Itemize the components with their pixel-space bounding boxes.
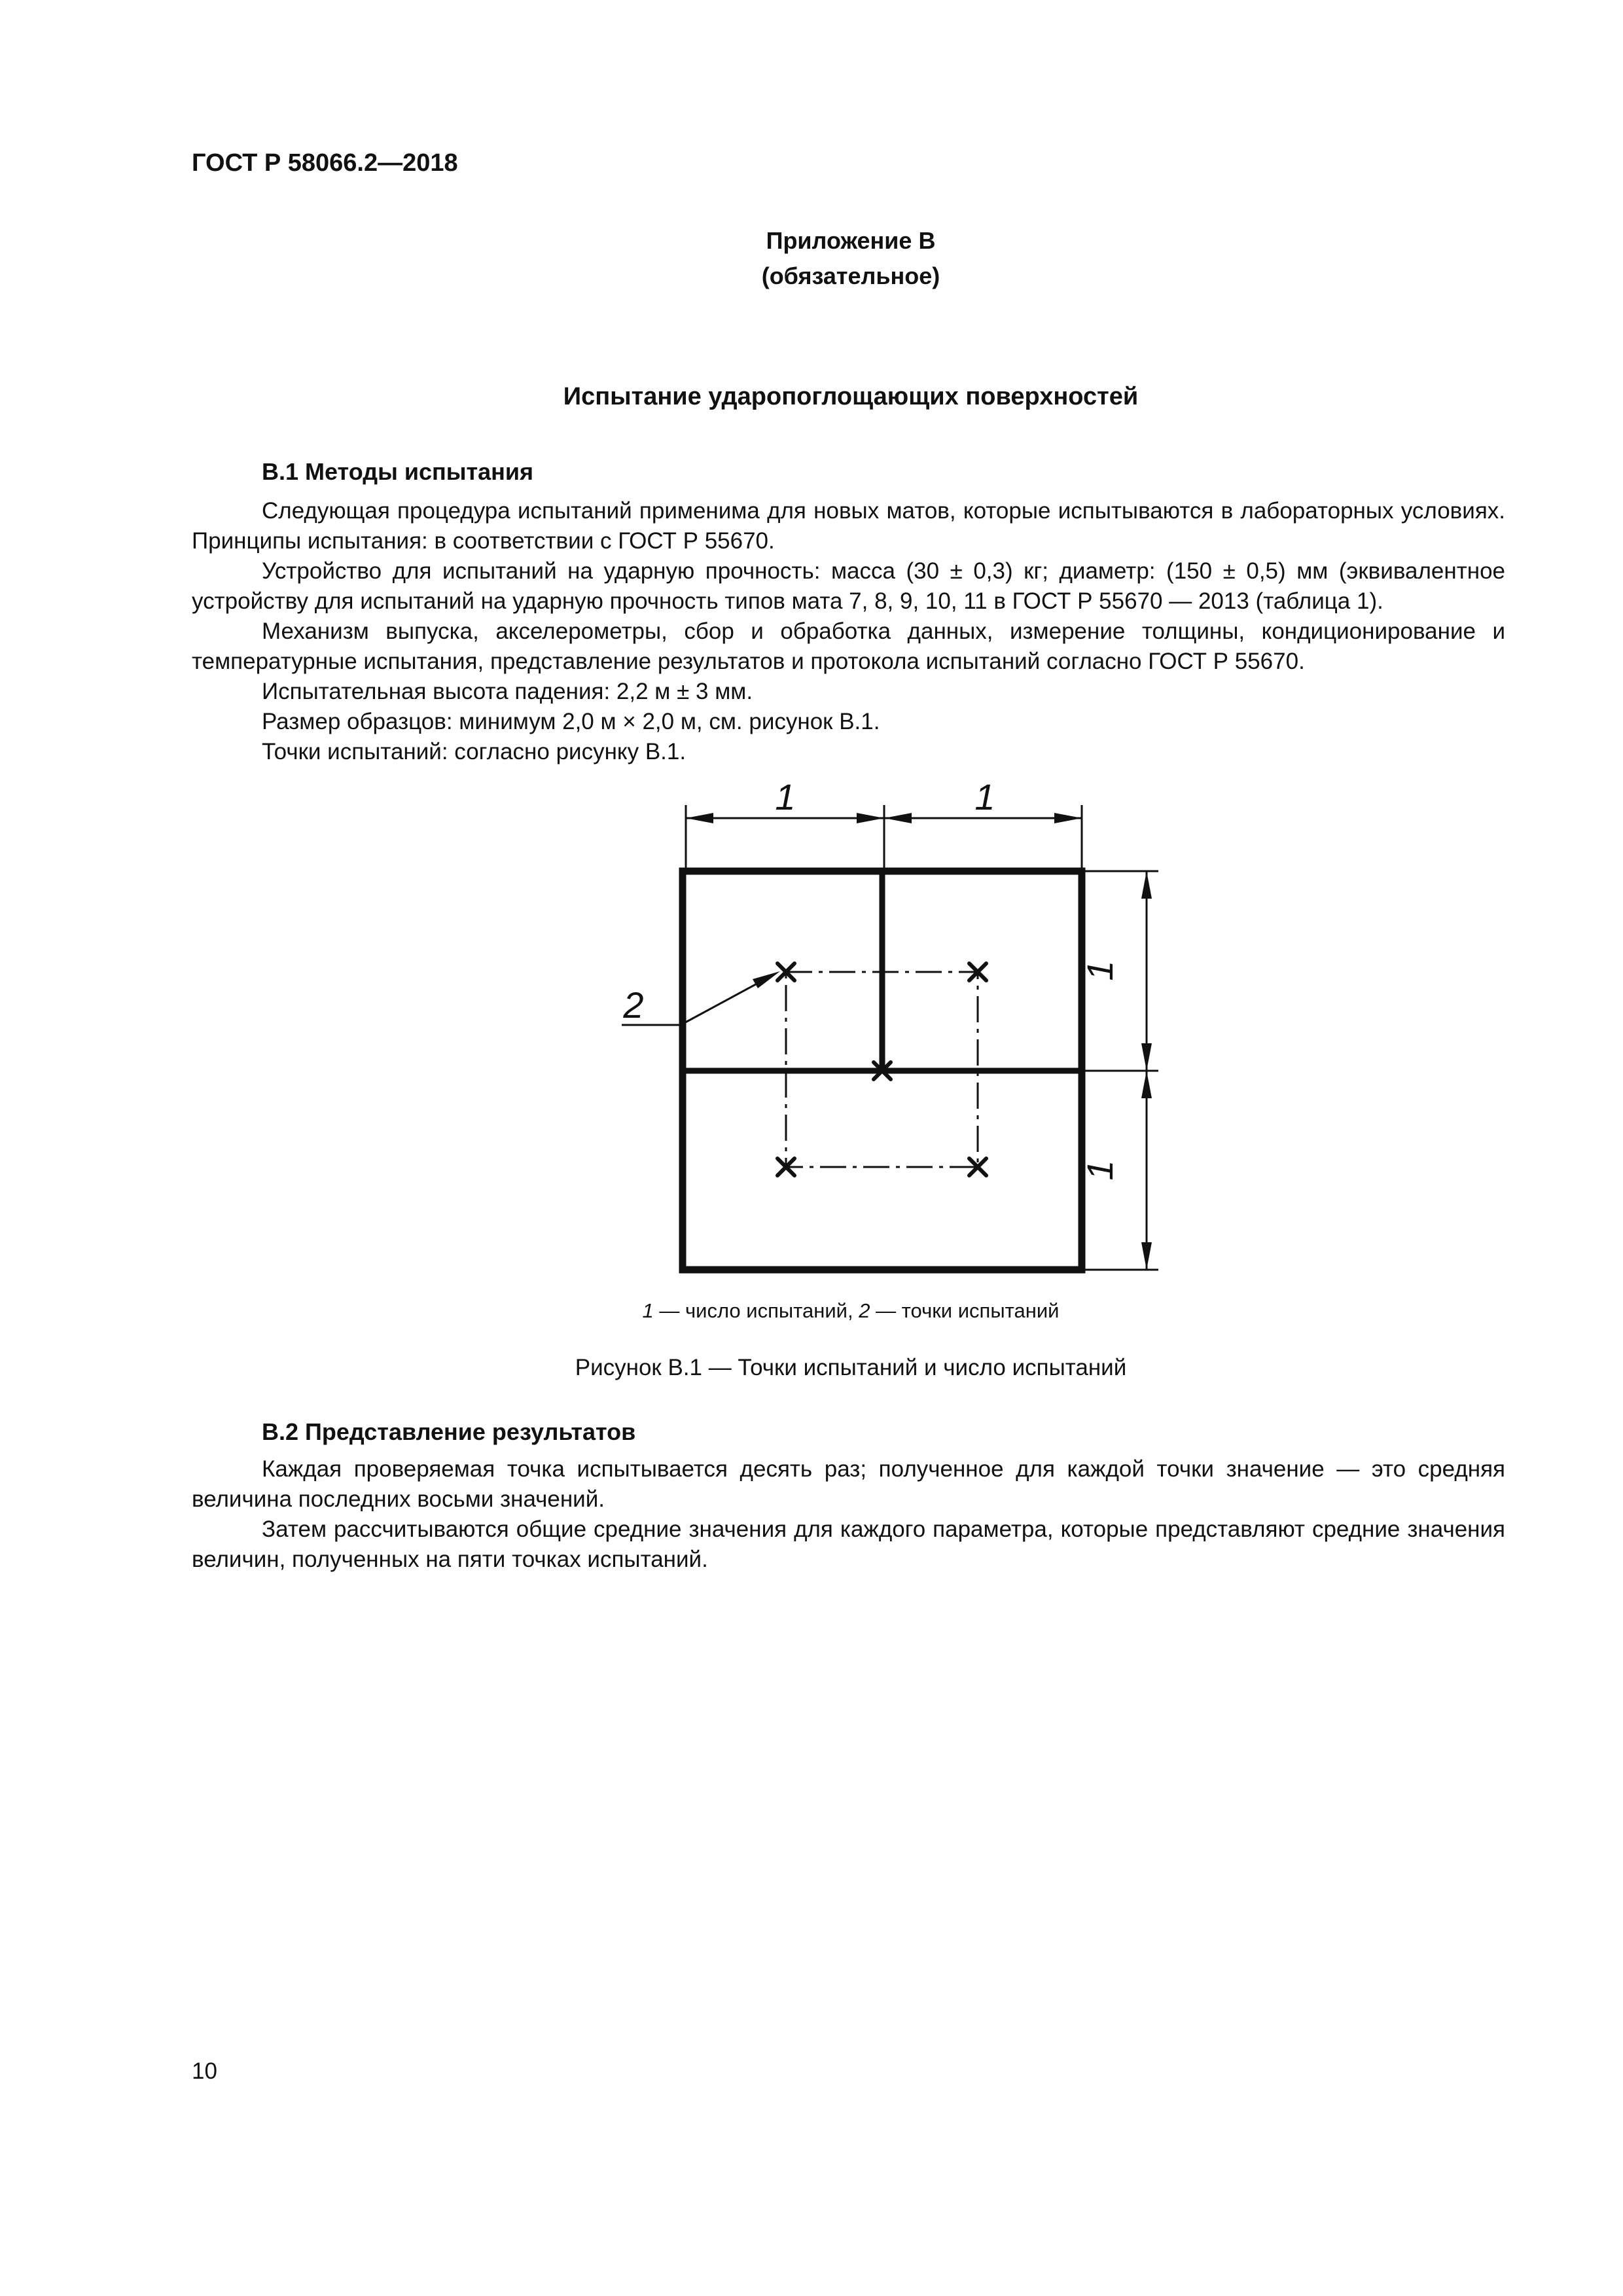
- b2-paragraph-2: Затем рассчитываются общие средние значения для каждого параметра, которые представляют средние значения величин, полученных на пяти точках испытаний.: [192, 1516, 1505, 1572]
- standard-header: ГОСТ Р 58066.2—2018: [192, 149, 458, 177]
- points-leader-line: [622, 971, 780, 1025]
- legend-number-2: 2: [859, 1299, 870, 1322]
- appendix-label: Приложение В: [766, 227, 936, 254]
- appendix-status: (обязательное): [761, 262, 940, 289]
- legend-number-1: 1: [642, 1299, 654, 1322]
- b1-paragraph-6: Точки испытаний: согласно рисунку В.1.: [262, 739, 687, 764]
- right-dimension: [1082, 871, 1158, 1270]
- test-points-label: 2: [623, 984, 644, 1026]
- b1-paragraph-2: Устройство для испытаний на ударную прочность: масса (30 ± 0,3) кг; диаметр: (150 ± 0,5) мм (эквивалентное устройству для испытаний на ударную прочность типов мата 7, 8, 9, 10, 11 в ГОСТ Р 55670 — 2013 (таблица 1).: [192, 558, 1505, 614]
- figure-caption: Рисунок В.1 — Точки испытаний и число испытаний: [575, 1355, 1127, 1380]
- top-dimension: [686, 805, 1082, 870]
- section-b2-heading: В.2 Представление результатов: [262, 1418, 636, 1445]
- figure-legend: [0, 1299, 1623, 1323]
- dimension-label-top-right: 1: [974, 776, 995, 817]
- b2-paragraph-1: Каждая проверяемая точка испытывается десять раз; полученное для каждой точки значение — это средняя величина последних восьми значений.: [192, 1456, 1505, 1512]
- b1-paragraph-3: Механизм выпуска, акселерометры, сбор и обработка данных, измерение толщины, кондиционирование и температурные испытания, представление результатов и протокола испытаний согласно ГОСТ Р 55670.: [192, 619, 1505, 674]
- legend-text-1: — число испытаний,: [653, 1299, 859, 1322]
- b1-paragraph-1: Следующая процедура испытаний применима для новых матов, которые испытываются в лабораторных условиях. Принципы испытания: в соответствии с ГОСТ Р 55670.: [192, 498, 1505, 554]
- appendix-title: Испытание ударопоглощающих поверхностей: [563, 383, 1139, 410]
- section-b2-body: [192, 1454, 1505, 1575]
- legend-text-2: — точки испытаний: [870, 1299, 1060, 1322]
- dimension-label-right-top: 1: [1079, 960, 1120, 981]
- dimension-label-top-left: 1: [775, 776, 796, 817]
- page-number: 10: [192, 2058, 217, 2084]
- dimension-label-right-bottom: 1: [1079, 1160, 1120, 1181]
- b1-paragraph-4: Испытательная высота падения: 2,2 м ± 3 мм.: [262, 679, 753, 704]
- b1-paragraph-5: Размер образцов: минимум 2,0 м × 2,0 м, см. рисунок В.1.: [262, 709, 880, 734]
- section-b1-heading: В.1 Методы испытания: [262, 458, 534, 485]
